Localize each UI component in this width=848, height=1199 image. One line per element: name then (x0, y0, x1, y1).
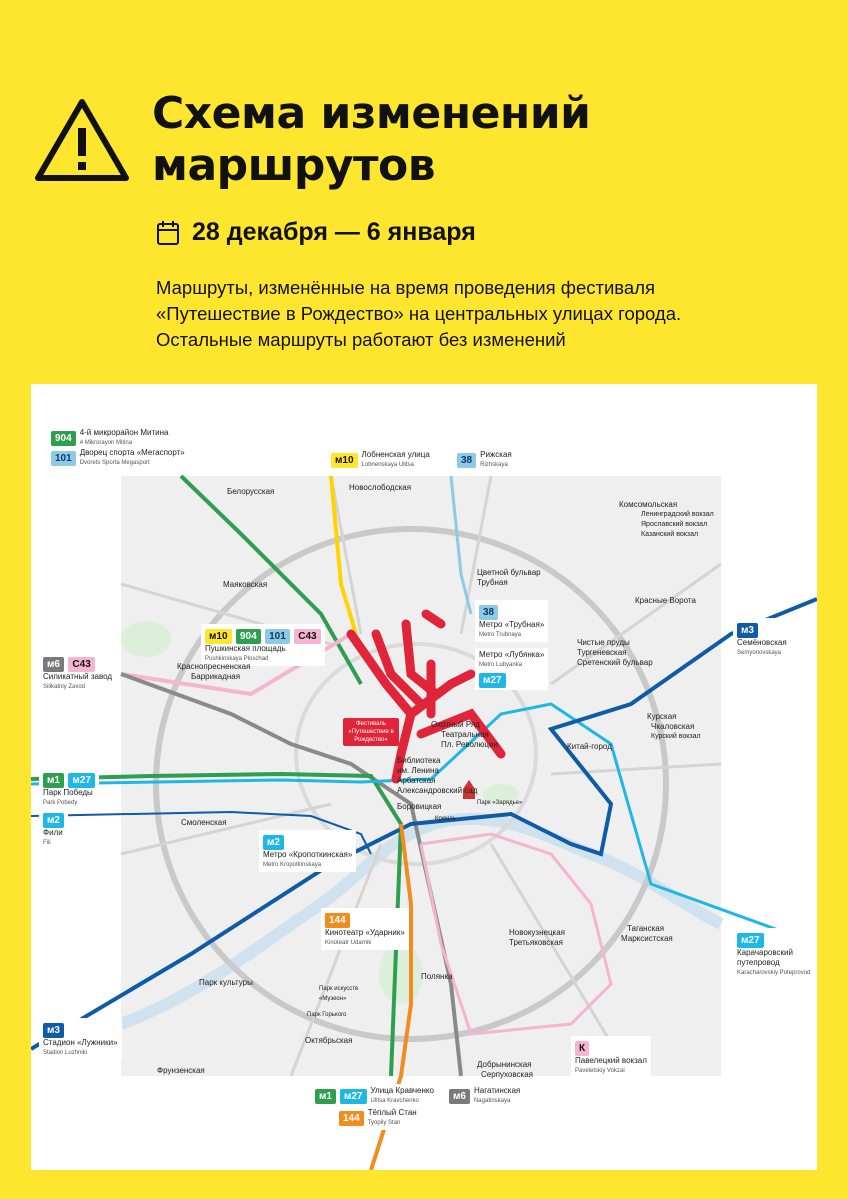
route-badge: м10 (331, 453, 358, 468)
terminus-m3-semyonovskaya (733, 618, 791, 660)
stop-udarnik (321, 908, 409, 950)
terminus-name-en: Ulitsa Kravchenko (370, 1098, 419, 1104)
terminus-m1-park-pobedy (39, 768, 99, 810)
station-label: Маяковская (223, 580, 268, 589)
route-badge: 904 (51, 431, 76, 446)
route-badge: м1 (43, 773, 64, 788)
description-line: Маршруты, изменённые на время проведения фестиваля (156, 277, 656, 298)
terminus-m27-karacharovsky (733, 928, 817, 980)
date-range: 28 декабря — 6 января (192, 218, 476, 246)
station-label: Новокузнецкая (509, 928, 565, 937)
festival-label: Фестиваль «Путешествие в Рождество» (343, 718, 399, 746)
route-badge: м27 (68, 773, 95, 788)
terminus-name: Стадион «Лужники» (43, 1038, 118, 1047)
station-label: Ленинградский вокзал (641, 511, 714, 518)
terminus-m10 (327, 448, 434, 472)
station-label: Арбатская (397, 776, 436, 785)
description-line: «Путешествие в Рождество» на центральных улицах города. (156, 303, 682, 324)
legend-name-en: 4 Mikrorayon Mitina (79, 440, 133, 446)
terminus-name: Павелецкий вокзал (575, 1056, 647, 1065)
terminus-name-en: Nagatinskaya (473, 1098, 511, 1104)
stop-kropotkinskaya (259, 830, 356, 872)
place-label: Парк искусств «Музеон» (319, 986, 359, 1002)
route-badge: 904 (236, 629, 261, 644)
route-badge: 144 (339, 1111, 364, 1126)
terminus-name: Улица Кравченко (370, 1086, 434, 1095)
legend-item-904 (51, 428, 168, 448)
route-badge: м27 (479, 673, 506, 688)
terminus-name: Фили (43, 828, 63, 837)
station-label: Третьяковская (509, 938, 563, 947)
terminus-m2-fili (39, 808, 68, 850)
stop-name: Метро «Трубная» (479, 620, 545, 629)
stop-name-en: Pushkinskaya Ploschad (205, 656, 269, 662)
route-badge: С43 (294, 629, 320, 644)
terminus-name-en: Park Pobedy (43, 800, 78, 806)
route-badge: м27 (737, 933, 764, 948)
stop-name-en: Kinoteatr Udarnik (325, 940, 372, 946)
route-badge: м3 (737, 623, 758, 638)
station-label: Цветной бульвар (477, 568, 541, 577)
terminus-name-en: Silikatniy Zavod (43, 684, 86, 690)
terminus-name: Парк Победы (43, 788, 93, 797)
legend-name: 4-й микрорайон Митина (79, 428, 169, 437)
legend-name-en: Dvorets Sporta Megasport (79, 460, 150, 466)
terminus-144-tyopliy (335, 1106, 421, 1130)
terminus-name: Семёновская (737, 638, 787, 647)
station-label: Библиотека им. Ленина (397, 756, 441, 775)
page-title (152, 88, 591, 192)
route-badge: м3 (43, 1023, 64, 1038)
terminus-name: Тёплый Стан (367, 1108, 417, 1117)
route-badge: К (575, 1041, 589, 1056)
terminus-name-en: Fili (43, 840, 51, 846)
route-badge: м2 (43, 813, 64, 828)
station-label: Марксистская (621, 934, 673, 943)
station-label: Фрунзенская (157, 1066, 205, 1075)
station-label: Тургеневская (577, 648, 627, 657)
terminus-name: Карачаровский путепровод (737, 948, 793, 967)
route-map (31, 384, 817, 1170)
stop-name: Кинотеатр «Ударник» (325, 928, 405, 937)
station-label: Боровицкая (397, 802, 442, 811)
terminus-name: Силикатный завод (43, 672, 113, 681)
station-label: Баррикадная (191, 672, 241, 681)
terminus-name: Лобненская улица (361, 450, 430, 459)
station-label: Сретенский бульвар (577, 658, 653, 667)
title-line-1: Схема изменений (152, 88, 591, 139)
terminus-k-paveletsky (571, 1036, 651, 1078)
description-line: Остальные маршруты работают без изменений (156, 329, 566, 350)
station-label: Октябрьская (305, 1036, 353, 1045)
place-label: Кремль (435, 816, 456, 822)
terminus-name-en: Karacharovskiy Puteprovod (737, 970, 811, 976)
station-label: Курский вокзал (651, 733, 701, 740)
station-label: Смоленская (181, 818, 227, 827)
route-badge: м27 (340, 1089, 367, 1104)
route-badge: м1 (315, 1089, 336, 1104)
station-label: Парк культуры (199, 978, 253, 987)
terminus-m1-kravchenko (311, 1084, 438, 1108)
terminus-m6-nagatinskaya (445, 1084, 524, 1108)
warning-icon (32, 96, 132, 184)
legend-name: Дворец спорта «Мегаспорт» (79, 448, 185, 457)
stop-name: Метро «Лубянка» (479, 650, 545, 659)
station-label: Охотный Ряд (431, 720, 480, 729)
description (156, 275, 796, 353)
station-label: Александровский сад (397, 786, 478, 795)
title-line-2: маршрутов (152, 140, 436, 191)
stop-name-en: Metro Lubyanka (479, 662, 523, 668)
stop-name: Пушкинская площадь (205, 644, 286, 653)
stop-lubyanka (475, 648, 548, 690)
terminus-name-en: Tyopliy Stan (367, 1120, 401, 1126)
station-label: Китай-город (567, 742, 612, 751)
terminus-name: Нагатинская (473, 1086, 521, 1095)
place-label: Парк Горького (307, 1012, 347, 1018)
station-label: Чистые пруды (577, 638, 630, 647)
station-label: Курская (647, 712, 677, 721)
stop-pushkinskaya (201, 624, 325, 666)
route-badge: м2 (263, 835, 284, 850)
terminus-name-en: Stadion Luzhniki (43, 1050, 88, 1056)
station-label: Театральная (441, 730, 489, 739)
station-label: Новослободская (349, 483, 412, 492)
terminus-name-en: Lobnenskaya Ulitsa (361, 462, 414, 468)
station-label: Белорусская (227, 487, 275, 496)
station-label: Трубная (477, 578, 508, 587)
route-badge: 101 (265, 629, 290, 644)
route-badge: м6 (43, 657, 64, 672)
route-badge: м6 (449, 1089, 470, 1104)
terminus-m3-luzhniki (39, 1018, 122, 1060)
station-label: Казанский вокзал (641, 531, 699, 538)
station-label: Пл. Революции (441, 740, 498, 749)
terminus-name-en: Semyonovskaya (737, 650, 782, 656)
route-badge: 101 (51, 451, 76, 466)
station-label: Красные Ворота (635, 596, 696, 605)
terminus-name-en: Paveletskiy Vokzal (575, 1068, 625, 1074)
stop-trubnaya (475, 600, 548, 642)
station-label: Чкаловская (651, 722, 695, 731)
route-badge: м10 (205, 629, 232, 644)
stop-name-en: Metro Trubnaya (479, 632, 522, 638)
station-label: Краснопресненская (177, 662, 251, 671)
place-label: Парк «Зарядье» (477, 800, 523, 806)
stop-name-en: Metro Kropotkinskaya (263, 862, 322, 868)
date-row (156, 218, 476, 247)
station-label: Комсомольская (619, 500, 678, 509)
terminus-38 (453, 448, 516, 472)
route-badge: 38 (479, 605, 498, 620)
terminus-name-en: Rizhskaya (480, 462, 508, 468)
terminus-name: Рижская (480, 450, 512, 459)
route-badge: С43 (68, 657, 94, 672)
terminus-m6-silikatny (39, 652, 116, 694)
station-label: Таганская (627, 924, 665, 933)
route-badge: 38 (457, 453, 476, 468)
stop-name: Метро «Кропоткинская» (263, 850, 353, 859)
station-label: Ярославский вокзал (641, 521, 708, 528)
station-label: Полянка (421, 972, 453, 981)
route-badge: 144 (325, 913, 350, 928)
calendar-icon (156, 220, 180, 246)
station-label: Серпуховская (481, 1070, 533, 1079)
station-label: Добрынинская (477, 1060, 532, 1069)
legend-item-101 (51, 448, 185, 468)
